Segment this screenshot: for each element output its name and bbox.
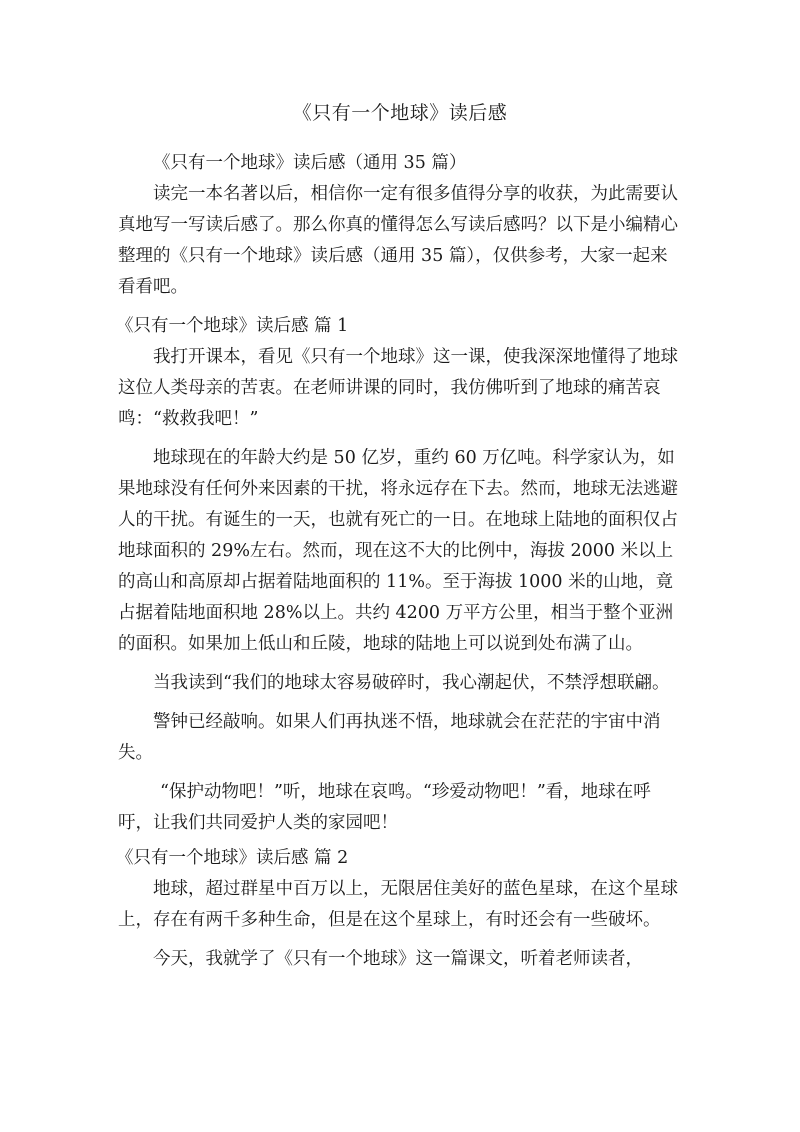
section-heading-1: 《只有一个地球》读后感 篇 1 xyxy=(116,316,349,336)
document-title: 《只有一个地球》读后感 xyxy=(292,102,508,124)
section1-paragraph-5: “保护动物吧！”听，地球在哀鸣。“珍爱动物吧！”看，地球在呼吁，让我们共同爱护人类的家园吧！ xyxy=(118,782,651,833)
section-heading-2: 《只有一个地球》读后感 篇 2 xyxy=(116,848,349,868)
document-body xyxy=(118,148,678,975)
section1-paragraph-3: 当我读到“我们的地球太容易破碎时，我心潮起伏，不禁浮想联翩。 xyxy=(153,673,670,693)
section1-paragraph-4: 警钟已经敲响。如果人们再执迷不悟，地球就会在茫茫的宇宙中消失。 xyxy=(118,712,661,763)
document-subtitle: 《只有一个地球》读后感（通用 35 篇） xyxy=(153,153,467,173)
section1-paragraph-1: 我打开课本，看见《只有一个地球》这一课，使我深深地懂得了地球这位人类母亲的苦衷。在老师讲课的同时，我仿佛听到了地球的痛苦哀鸣：“救救我吧！” xyxy=(118,347,678,429)
intro-paragraph: 读完一本名著以后，相信你一定有很多值得分享的收获，为此需要认真地写一写读后感了。那么你真的懂得怎么写读后感吗？以下是小编精心整理的《只有一个地球》读后感（通用 35 篇），仅供参考，大家一起来看看吧。 xyxy=(118,184,678,297)
section2-paragraph-2: 今天，我就学了《只有一个地球》这一篇课文，听着老师读者， xyxy=(153,949,643,969)
section2-paragraph-1: 地球，超过群星中百万以上，无限居住美好的蓝色星球，在这个星球上，存在有两千多种生命，但是在这个星球上，有时还会有一些破坏。 xyxy=(118,879,678,930)
section1-paragraph-2: 地球现在的年龄大约是 50 亿岁，重约 60 万亿吨。科学家认为，如果地球没有任何外来因素的干扰，将永远存在下去。然而，地球无法逃避人的干扰。有诞生的一天，也就有死亡的一日。在地球上陆地的面积仅占地球面积的 29%左右。然而，现在这不大的比例中，海拔 2000 米以上的高山和高原却占据着陆地面积的 11%。至于海拔 1000 米的山地，竟占据着陆地面积地 28%以上。共约 4200 万平方公里，相当于整个亚洲的面积。如果加上低山和丘陵，地球的陆地上可以说到处布满了山。 xyxy=(118,448,678,654)
